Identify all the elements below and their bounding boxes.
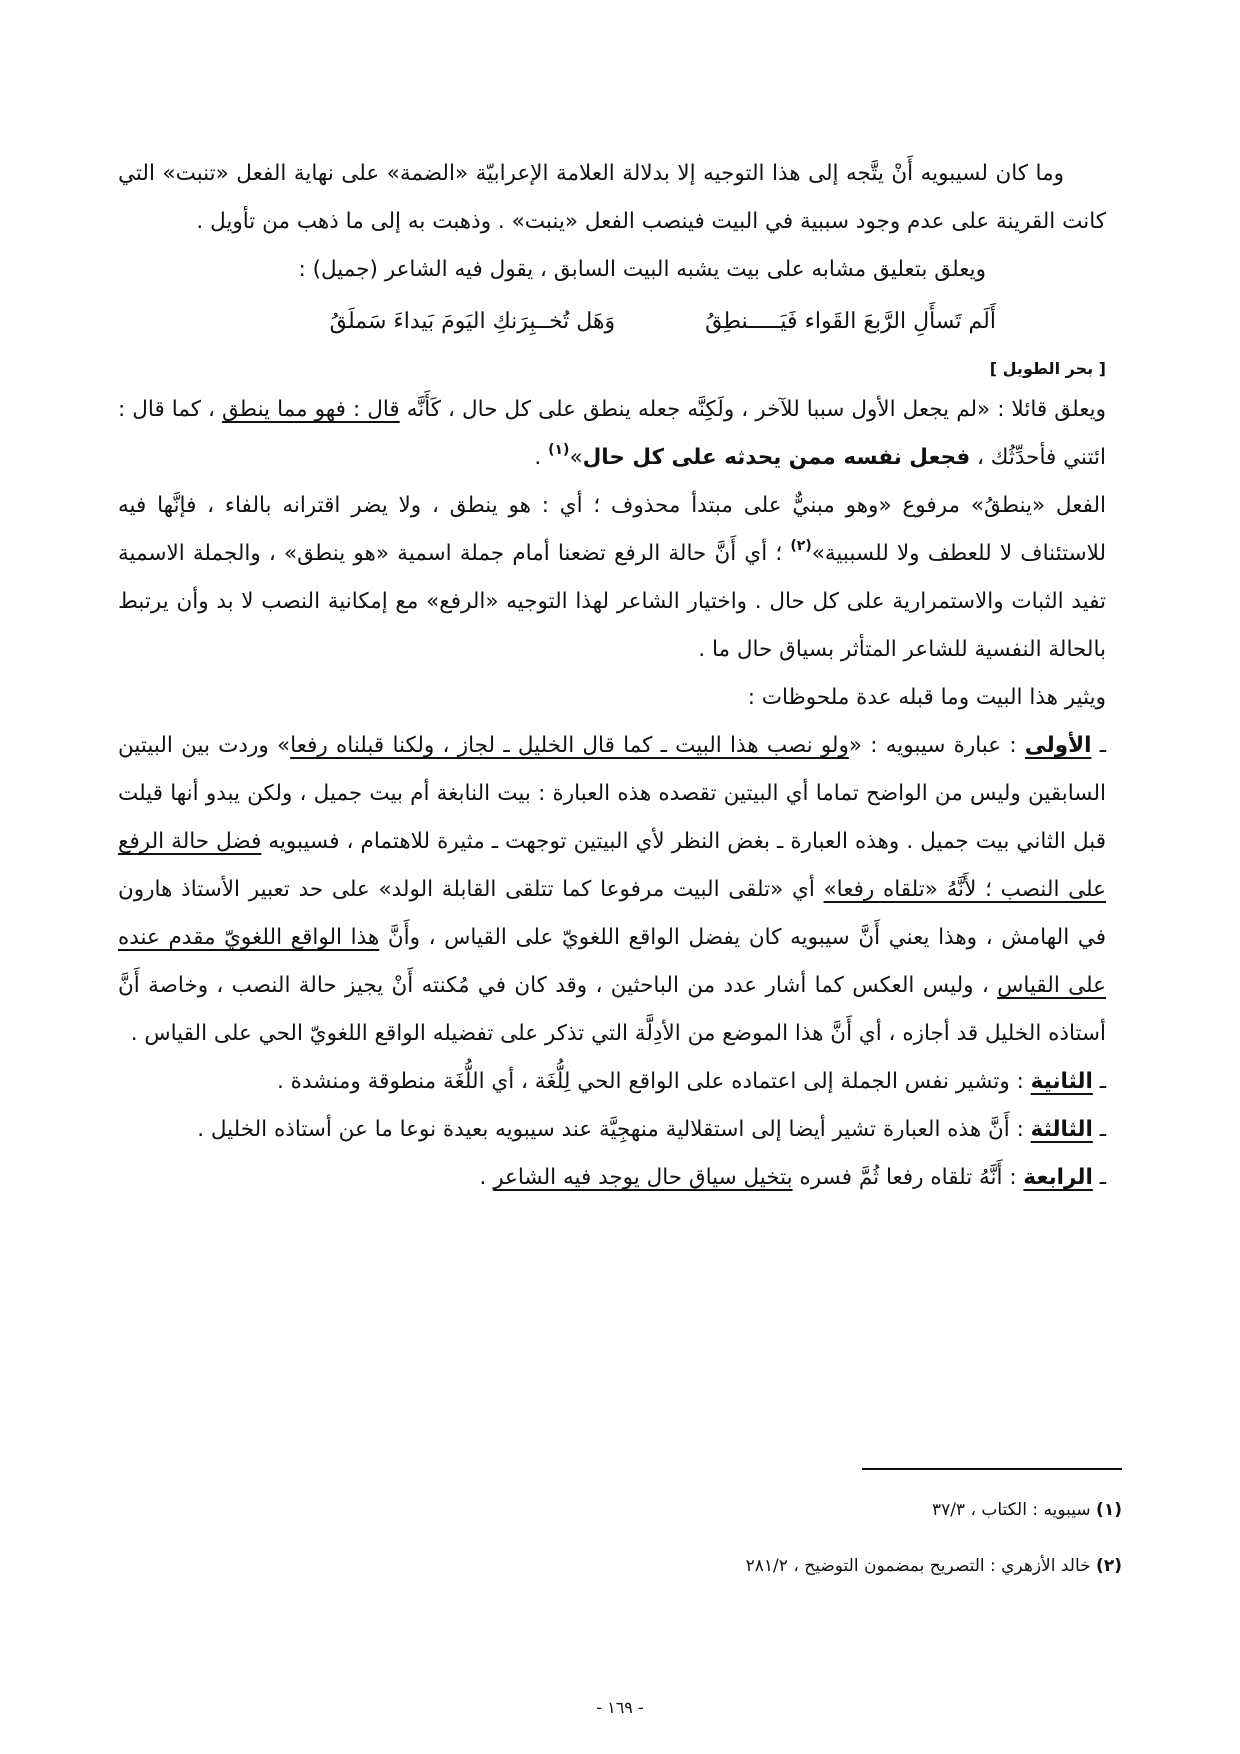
verse-second-hemistich: وَهَل تُخــبِرَنكِ اليَومَ بَيداءَ سَملَقُ xyxy=(329,309,616,334)
footnote-ref-1: (١) xyxy=(548,442,570,458)
remark-first-d: ، وليس العكس كما أشار عدد من الباحثين ، وقد كان في مُكنته أَنْ يجيز حالة النصب ، وخاصة أَنَّ أستاذه الخليل قد أجازه ، أي أَنَّ هذا الموضع من الأدِلَّة التي تذكر على تفضيله الواقع اللغويّ الحي على القياس . xyxy=(118,973,1106,1046)
footnote-2-number: (٢) xyxy=(1096,1556,1122,1576)
paragraph-1: وما كان لسيبويه أَنْ يتَّجه إلى هذا التوجيه إلا بدلالة العلامة الإعرابيّة «الضمة» على نهاية الفعل «تنبت» التي كانت القرينة على عدم وجود سببية في البيت فينصب الفعل «ينبت» . وذهبت به إلى ما ذهب من تأويل . xyxy=(118,161,1106,234)
remark-fourth-b: . xyxy=(479,1165,494,1190)
remark-second: ـ الثانية : وتشير نفس الجملة إلى اعتماده على الواقع الحي لِلُّغَة ، أي اللُّغَة منطوقة ومنشدة . xyxy=(277,1069,1106,1094)
paragraph-end: . xyxy=(534,445,549,470)
remark-first-c: أي «تلقى البيت مرفوعا كما تتلقى القابلة الولد» على حد تعبير الأستاذ هارون في الهامش ، وهذا يعني أَنَّ سيبويه كان يفضل الواقع اللغويّ على القياس ، وأَنَّ xyxy=(118,877,1106,950)
verse-first-hemistich: أَلَم تَسأَلِ الرَّبعَ القَواء فَيَـــــنطِقُ xyxy=(705,309,996,334)
remark-first-underline-2: فضل حالة الرفع على النصب ؛ لأَنَّهُ «تلقاه رفعا» xyxy=(118,829,1106,902)
page-body xyxy=(118,150,1106,1202)
footnote-2-text: خالد الأزهري : التصريح بمضمون التوضيح ، ٢٨١/٢ xyxy=(745,1556,1097,1576)
verse-intro: ويعلق بتعليق مشابه على بيت يشبه البيت السابق ، يقول فيه الشاعر (جميل) : xyxy=(298,257,986,282)
remark-fourth: ـ الرابعة : أَنَّهُ تلقاه رفعا ثُمَّ فسره بتخيل سياق حال يوجد فيه الشاعر . xyxy=(479,1165,1106,1190)
paragraph-4 xyxy=(118,482,1106,674)
remark-first-label: الأولى xyxy=(1024,733,1092,758)
underlined-phrase: قال : فهو مما ينطق xyxy=(222,397,400,422)
paragraph-5: ويثير هذا البيت وما قبله عدة ملحوظات : xyxy=(747,685,1106,710)
remark-fourth-underline: بتخيل سياق حال يوجد فيه الشاعر xyxy=(493,1165,793,1190)
footnote-2 xyxy=(746,1556,1122,1576)
page-number: - ١٦٩ - xyxy=(596,1698,644,1717)
remark-third-label: الثالثة xyxy=(1030,1117,1093,1142)
remark-first-b: » وردت بين البيتين السابقين وليس من الواضح تماما أي البيتين تقصده هذه العبارة : بيت النابغة أم بيت جميل ، ولكن يبدو أنها قيلت قبل الثاني بيت جميل . وهذه العبارة ـ بغض النظر لأي البيتين توجهت ـ مثيرة للاهتمام ، فسيبويه xyxy=(118,733,1106,854)
footnote-1 xyxy=(932,1500,1122,1520)
remark-third-text: : أَنَّ هذه العبارة تشير أيضا إلى استقلالية منهجِيَّة عند سيبويه بعيدة نوعا ما عن أستاذه الخليل . xyxy=(197,1117,1031,1142)
remark-first-quote: ولو نصب هذا البيت ـ كما قال الخليل ـ لجاز ، ولكنا قبلناه رفعا xyxy=(290,733,849,758)
remark-second-label: الثانية xyxy=(1030,1069,1093,1094)
remark-first-a: : عبارة سيبويه : « xyxy=(848,733,1025,758)
quote-close: » xyxy=(569,445,583,470)
verse-line xyxy=(118,294,1106,350)
footnote-separator xyxy=(862,1468,1122,1470)
p4-first: الفعل «ينطقُ» مرفوع «وهو مبنيٌّ على مبتدأ محذوف ؛ أي : هو ينطق ، ولا يضر اقترانه بالفاء ، فإنَّها فيه للاستئناف لا للعطف ولا للسببية» xyxy=(118,493,1106,566)
paragraph-3 xyxy=(118,386,1106,482)
quote-start: ويعلق قائلا : «لم يجعل الأول سببا للآخر ، ولَكِنَّه جعله ينطق على كل حال ، كَأَنَّه xyxy=(399,397,1106,422)
bold-phrase: فجعل نفسه ممن يحدثه على كل حال xyxy=(582,445,971,470)
p4-second: ؛ أي أَنَّ حالة الرفع تضعنا أمام جملة اسمية «هو ينطق» ، والجملة الاسمية تفيد الثبات والاستمرارية على كل حال . واختيار الشاعر لهذا التوجيه «الرفع» مع إمكانية النصب لا بد وأن يرتبط بالحالة النفسية للشاعر المتأثر بسياق حال ما . xyxy=(118,541,1106,662)
meter-label: [ بحر الطويل ] xyxy=(989,359,1106,378)
remark-second-text: : وتشير نفس الجملة إلى اعتماده على الواقع الحي لِلُّغَة ، أي اللُّغَة منطوقة ومنشدة . xyxy=(277,1069,1031,1094)
remark-fourth-label: الرابعة xyxy=(1023,1165,1093,1190)
quote-middle: ، كما قال : ائتني فأحدِّثُك ، xyxy=(118,397,1106,470)
remark-fourth-a: : أَنَّهُ تلقاه رفعا ثُمَّ فسره xyxy=(792,1165,1024,1190)
footnote-1-number: (١) xyxy=(1096,1500,1122,1520)
footnote-ref-2: (٢) xyxy=(790,538,812,554)
remark-third: ـ الثالثة : أَنَّ هذه العبارة تشير أيضا إلى استقلالية منهجِيَّة عند سيبويه بعيدة نوعا ما عن أستاذه الخليل . xyxy=(197,1117,1106,1142)
footnote-1-text: سيبويه : الكتاب ، ٣٧/٣ xyxy=(931,1500,1097,1520)
remark-first: ـ الأولى : عبارة سيبويه : «ولو نصب هذا البيت ـ كما قال الخليل ـ لجاز ، ولكنا قبلناه رفعا» وردت بين البيتين السابقين وليس من الواضح تماما أي البيتين تقصده هذه العبارة : بيت النابغة أم بيت جميل ، ولكن يبدو أنها قيلت قبل الثاني بيت جميل . وهذه العبارة ـ بغض النظر لأي البيتين توجهت ـ مثيرة للاهتمام ، فسيبويه فضل حالة الرفع على النصب ؛ لأَنَّهُ «تلقاه رفعا» أي «تلقى البيت مرفوعا كما تتلقى القابلة الولد» على حد تعبير الأستاذ هارون في الهامش ، وهذا يعني أَنَّ سيبويه كان يفضل الواقع اللغويّ على القياس ، وأَنَّ هذا الواقع اللغويّ مقدم عنده على القياس ، وليس العكس كما أشار عدد من الباحثين ، وقد كان في مُكنته أَنْ يجيز حالة النصب ، وخاصة أَنَّ أستاذه الخليل قد أجازه ، أي أَنَّ هذا الموضع من الأدِلَّة التي تذكر على تفضيله الواقع اللغويّ الحي على القياس . xyxy=(118,733,1107,1046)
remark-first-underline-3: هذا الواقع اللغويّ مقدم عنده على القياس xyxy=(118,925,1106,998)
